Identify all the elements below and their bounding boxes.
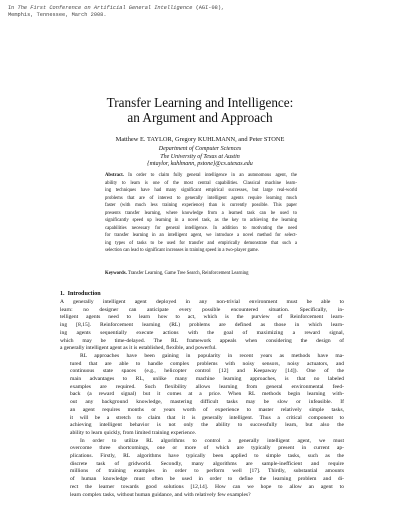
body-line: it will be a stretch to claim that it is generally intelligent. Thus a critical component to — [70, 414, 344, 421]
body-line: ing [8,15]. Reinforcement learning (RL) problems are defined as those in which learn- — [60, 322, 344, 329]
section-number: 1. — [60, 291, 65, 297]
abstract-line: significantly speed up learning in a novel task, as the key to achieving the learning — [105, 218, 297, 224]
body-line: discrete task of gridworld. Secondly, many algorithms are sample-inefficient and require — [70, 460, 344, 467]
body-line: which may be time-delayed. The RL framework appeals when considering the design of — [60, 337, 344, 344]
body-line: a generally intelligent agent as it is established, flexible, and powerful. — [60, 345, 217, 352]
title-line-1: Transfer Learning and Intelligence: — [106, 95, 294, 110]
body-line: A generally intelligent agent deployed in any non-trivial environment must be able to — [60, 299, 344, 305]
keywords-text: Transfer Learning, Game Tree Search, Reinforcement Learning — [126, 271, 249, 276]
keywords — [105, 270, 297, 277]
body-line: plications. Firstly, RL algorithms have typically been applied to simple tasks, such as the — [70, 453, 344, 460]
paragraph-1 — [60, 299, 344, 353]
body-line: millions of training examples in order to perform well [17]. Thirdly, substantial amounts — [70, 468, 344, 475]
abstract-label: Abstract. — [105, 173, 124, 178]
body-line: learn: no designer can anticipate every possible encountered situation. Specifically, in- — [60, 306, 344, 313]
paragraph-3 — [60, 438, 344, 500]
body-line: overcome three shortcomings, one or more of which are typically present in current ap- — [70, 445, 344, 452]
abstract-line: selection can lead to significant increases in training speed in a two-player game. — [105, 248, 259, 254]
section-heading — [60, 290, 101, 298]
abstract-line: ing types of tasks to be used for transfer and empirically demonstrate that such a — [105, 240, 297, 246]
author-emails: {mtaylor, kuhlmann, pstone}@cs.utexas.edu — [147, 161, 253, 168]
authors: Matthew E. TAYLOR, Gregory KUHLMANN, and Peter STONE — [115, 136, 285, 143]
body-line: ability to learn quickly, from limited training experience. — [70, 429, 197, 436]
abstract-line: capabilities necessary for general intelligence. In addition to motivating the need — [105, 225, 297, 231]
body-line: continuous state spaces (e.g., helicopter control [12] and Keepaway [14]). One of the — [70, 368, 344, 375]
body-line: back (a reward signal) but it comes at a price. When RL methods begin learning with- — [70, 391, 344, 398]
body-line: achieving intelligent behavior is not only the ability to successfully learn, but also the — [70, 422, 344, 429]
abstract-line: In order to claim fully general intelligence in an autonomous agent, the — [123, 173, 297, 178]
university: The University of Texas at Austin — [160, 153, 240, 160]
venue-prefix: In — [8, 5, 15, 11]
body-line: tured that are able to handle complex problems with noisy sensors, noisy actuators, and — [70, 360, 344, 367]
paragraph-2 — [60, 353, 344, 438]
department: Department of Computer Sciences — [158, 146, 242, 152]
body-line: examples are required. Such flexibility allows learning from general environmental feed- — [70, 383, 344, 390]
section-title: Introduction — [67, 291, 101, 297]
abstract-line: presents transfer learning, where knowledge from a learned task can be used to — [105, 210, 297, 216]
body-line: of human knowledge must often be used in order to define the learning problem and di- — [70, 476, 344, 483]
body-line: an agent requires months or years worth of experience to master relatively simple tasks, — [70, 406, 344, 413]
body-line: In order to utilize RL algorithms to control a generally intelligent agent, we must — [80, 437, 344, 444]
intro-body — [60, 299, 344, 499]
venue-line-2: Memphis, Tennessee, March 2008. — [8, 12, 107, 18]
paper-title — [0, 95, 400, 125]
abstract-line: faster (with much less training experience) than is currently possible. This paper — [105, 203, 297, 209]
abstract-line: problems that are of interest to generally intelligent agents require learning much — [105, 195, 297, 201]
abstract-line: ing techniques have had many significant empirical successes, but large real-world — [105, 188, 297, 194]
venue-conference: The First Conference on Artificial General Intelligence — [17, 5, 193, 11]
venue-note — [8, 5, 224, 19]
abstract-line: ability to learn is one of the most central capabilities. Classical machine learn- — [105, 180, 297, 186]
keywords-label: Keywords. — [105, 271, 127, 276]
body-line: learn complex tasks, without human guidance, and with relatively few examples? — [70, 491, 251, 498]
abstract-line: for transfer learning in an intelligent agent, we introduce a novel method for select- — [105, 233, 297, 239]
venue-suffix: (AGI-08), — [195, 5, 225, 11]
body-line: main advantages to RL, unlike many machine learning approaches, is that no labeled — [70, 376, 344, 383]
body-line: out any background knowledge, mastering difficult tasks may be slow or infeasible. If — [70, 399, 344, 406]
abstract — [105, 172, 297, 255]
body-line: ing agents sequentially execute actions with the goal of maximizing a reward signal, — [60, 329, 344, 336]
body-line: telligent agents need to learn how to act, which is the purview of Reinforcement learn- — [60, 314, 344, 321]
title-line-2: an Argument and Approach — [127, 110, 273, 125]
affiliation — [0, 146, 400, 169]
body-line: RL approaches have been gaining in popularity in recent years as methods have ma- — [80, 352, 344, 359]
body-line: rect the learner towards good solutions [12,14]. How can we hope to allow an agent to — [70, 483, 344, 490]
venue-line-1 — [8, 5, 224, 12]
